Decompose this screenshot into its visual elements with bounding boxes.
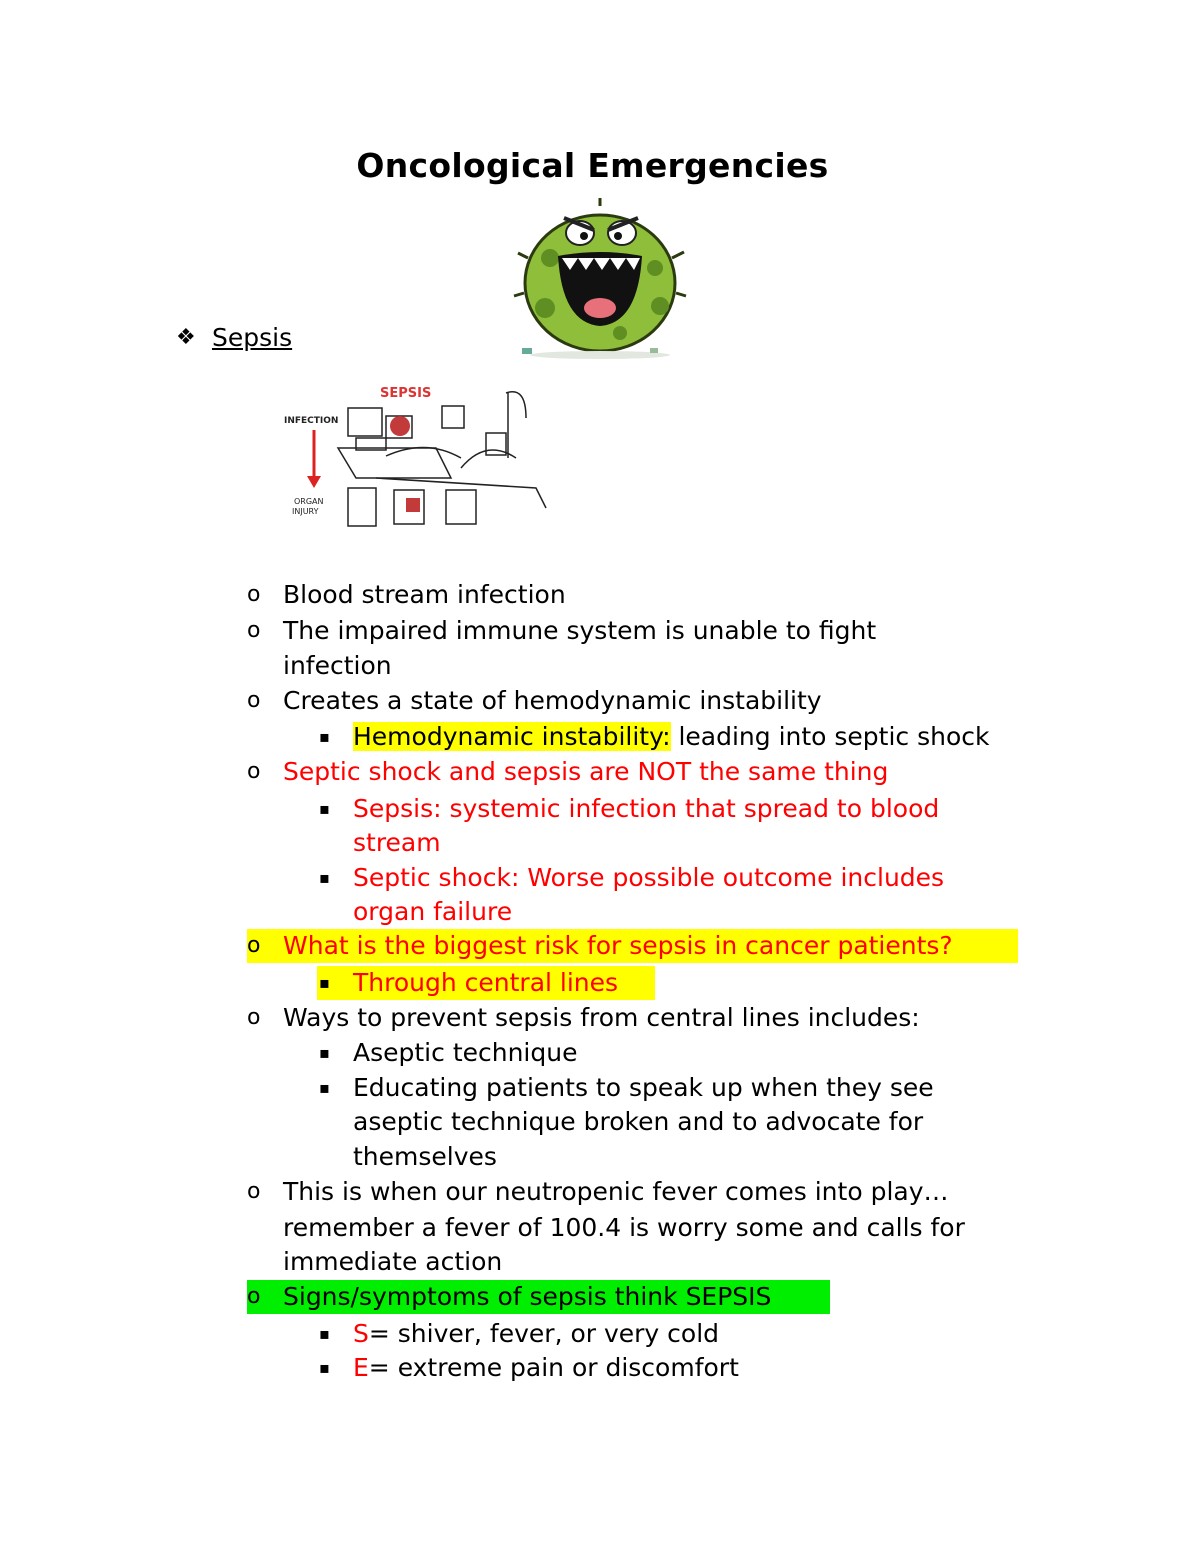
highlighted-term: Hemodynamic instability: (353, 722, 671, 751)
sub-list-text: = extreme pain or discomfort (368, 1353, 739, 1382)
list-item: The impaired immune system is unable to fight (283, 616, 877, 645)
list-item: What is the biggest risk for sepsis in cancer patients? (283, 931, 953, 960)
sepsis-diagram-image (276, 378, 552, 536)
infection-label: INFECTION (284, 416, 339, 426)
list-item-continuation: infection (283, 651, 392, 680)
sub-list-text: leading into septic shock (670, 722, 990, 751)
sub-list-item: Sepsis: systemic infection that spread to blood (353, 794, 940, 823)
acronym-letter: S (353, 1319, 369, 1348)
diamond-bullet-icon: ❖ (176, 325, 196, 350)
sub-list-item: Septic shock: Worse possible outcome includes (353, 863, 945, 892)
sub-list-marker: ▪ (319, 1358, 330, 1377)
organ-label: ORGAN (294, 497, 324, 506)
list-item: Ways to prevent sepsis from central lines includes: (283, 1003, 920, 1032)
germ-cartoon-image (510, 198, 690, 363)
list-item-continuation: immediate action (283, 1247, 503, 1276)
list-marker: o (247, 618, 261, 643)
list-marker: o (247, 759, 261, 784)
sub-list-marker: ▪ (319, 1324, 330, 1343)
list-item: This is when our neutropenic fever comes into play… (283, 1177, 949, 1206)
sub-list-item: Through central lines (353, 968, 619, 997)
list-marker: o (247, 933, 261, 958)
list-item: Blood stream infection (283, 580, 566, 609)
sub-list-item (353, 720, 990, 754)
list-marker: o (247, 688, 261, 713)
sub-list-marker: ▪ (319, 1078, 330, 1097)
acronym-letter: E (353, 1353, 369, 1382)
sepsis-label: SEPSIS (380, 386, 432, 401)
list-marker: o (247, 1179, 261, 1204)
sub-list-item (353, 1317, 719, 1351)
sub-list-item: Educating patients to speak up when they see (353, 1073, 934, 1102)
sub-list-item-continuation: themselves (353, 1142, 497, 1171)
list-marker: o (247, 1284, 261, 1309)
sub-list-item: Aseptic technique (353, 1038, 578, 1067)
section-label: Sepsis (212, 323, 293, 352)
sub-list-text: = shiver, fever, or very cold (368, 1319, 720, 1348)
sub-list-item-continuation: organ failure (353, 897, 513, 926)
sub-list-item-continuation: aseptic technique broken and to advocate for (353, 1107, 924, 1136)
list-marker: o (247, 582, 261, 607)
sub-list-item (353, 1351, 739, 1385)
list-item: Signs/symptoms of sepsis think SEPSIS (283, 1282, 772, 1311)
sub-list-marker: ▪ (319, 973, 330, 992)
page-title: Oncological Emergencies (356, 146, 829, 185)
list-item-continuation: remember a fever of 100.4 is worry some and calls for (283, 1213, 965, 1242)
sub-list-marker: ▪ (319, 1043, 330, 1062)
sub-list-marker: ▪ (319, 799, 330, 818)
injury-label: INJURY (292, 507, 319, 516)
list-marker: o (247, 1005, 261, 1030)
list-item: Septic shock and sepsis are NOT the same thing (283, 757, 889, 786)
sub-list-marker: ▪ (319, 868, 330, 887)
list-item: Creates a state of hemodynamic instability (283, 686, 822, 715)
sub-list-item-continuation: stream (353, 828, 441, 857)
section-heading-sepsis (176, 323, 292, 352)
sub-list-marker: ▪ (319, 727, 330, 746)
